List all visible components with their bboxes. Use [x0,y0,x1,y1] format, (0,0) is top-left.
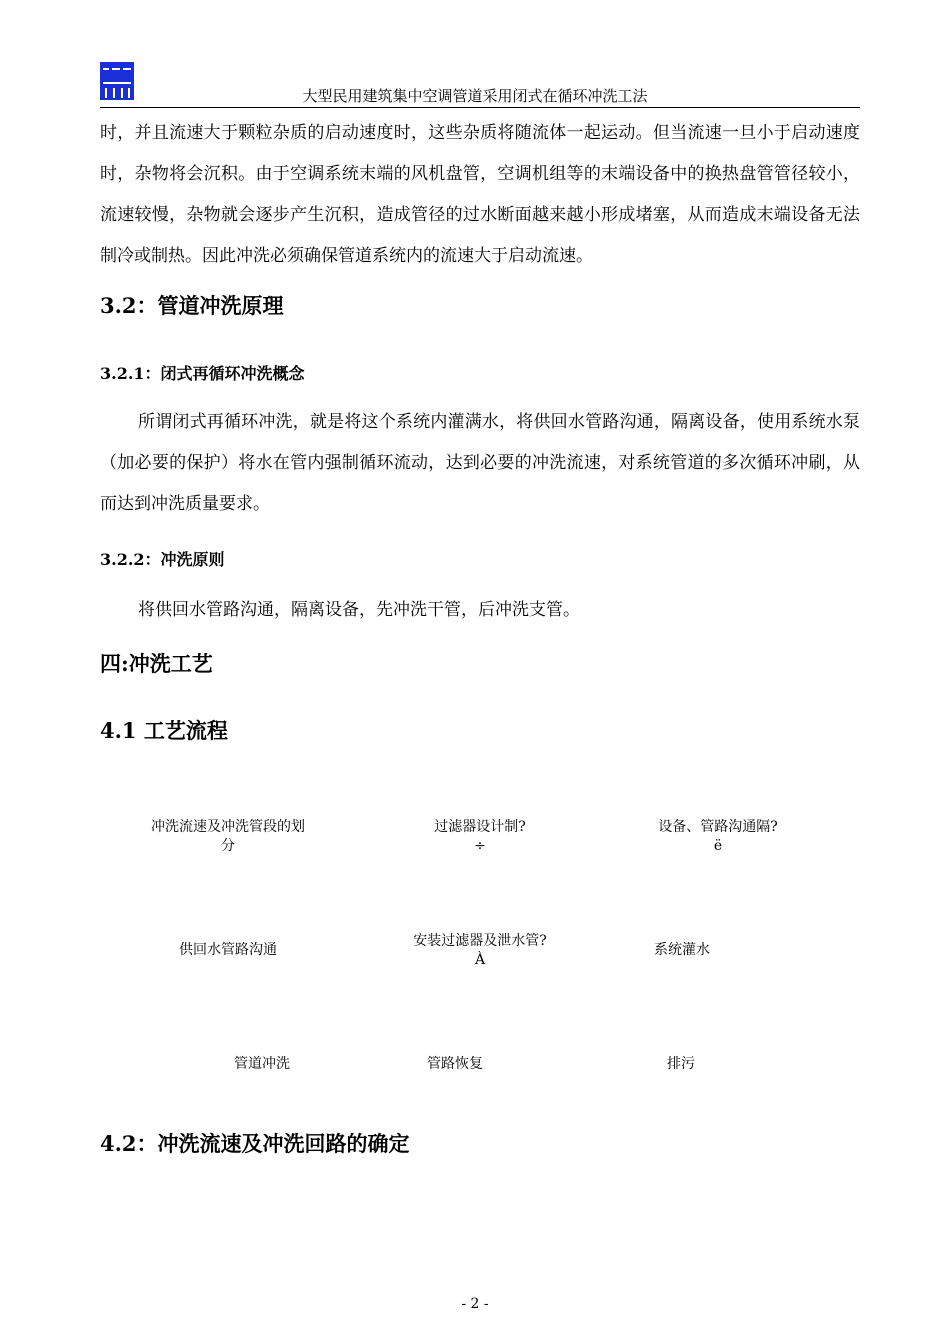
flow-step-label: 管道冲洗 [234,1056,290,1072]
flow-step-label: 供回水管路沟通 [179,942,277,958]
flow-step-discharge [581,1055,781,1074]
heading-3-2-1: 3.2.1：闭式再循环冲洗概念 [100,364,305,383]
flow-step-filter-design [385,818,575,856]
flow-step-install-filter-drain [375,932,585,970]
heading-4: 四:冲洗工艺 [100,651,213,676]
header-divider [100,107,860,108]
flow-step-flow-rate-division [128,818,328,856]
flow-step-label: 排污 [667,1056,695,1072]
flow-step-label: ÷ [474,838,486,854]
flow-step-label: À [474,952,486,968]
heading-4-1: 4.1 工艺流程 [100,718,228,743]
paragraph-closed-loop-concept: 所谓闭式再循环冲洗，就是将这个系统内灌满水，将供回水管路沟通，隔离设备，使用系统水泵（加必要的保护）将水在管内强制循环流动，达到必要的冲洗流速，对系统管道的多次循环冲刷，从而达到冲洗质量要求。 [100,412,860,514]
heading-3-2-2: 3.2.2：冲洗原则 [100,550,225,569]
header-title: 大型民用建筑集中空调管道采用闭式在循环冲洗工法 [302,87,648,105]
paragraph-sedimentation: 时，并且流速大于颗粒杂质的启动速度时，这些杂质将随流体一起运动。但当流速一旦小于启动速度时，杂物将会沉积。由于空调系统末端的风机盘管，空调机组等的末端设备中的换热盘管管径较小，流速较慢，杂物就会逐步产生沉积，造成管径的过水断面越来越小形成堵塞，从而造成末端设备无法制冷或制热。因此冲洗必须确保管道系统内的流速大于启动流速。 [100,123,860,266]
heading-4-2: 4.2：冲洗流速及冲洗回路的确定 [100,1131,410,1156]
heading-3-2: 3.2：管道冲洗原理 [100,293,284,318]
flow-step-pipe-restore [355,1055,555,1074]
flow-step-label: 系统灌水 [654,942,710,958]
paragraph-flush-principle: 将供回水管路沟通，隔离设备，先冲洗干管，后冲洗支管。 [138,600,580,620]
flow-step-label: 管路恢复 [427,1056,483,1072]
flow-step-system-fill [582,941,782,960]
flow-step-label: 分 [221,838,235,854]
flow-step-label: 设备、管路沟通隔? [658,819,778,835]
flow-step-supply-return-connect [128,941,328,960]
flow-step-pipe-flushing [162,1055,362,1074]
flow-step-equipment-isolation [618,818,818,856]
flow-step-label: ë [713,838,723,854]
flow-step-label: 冲洗流速及冲洗管段的划 [151,819,305,835]
flow-step-label: 安装过滤器及泄水管? [413,933,547,949]
flow-step-label: 过滤器设计制? [434,819,526,835]
page-number: - 2 - [461,1296,489,1312]
